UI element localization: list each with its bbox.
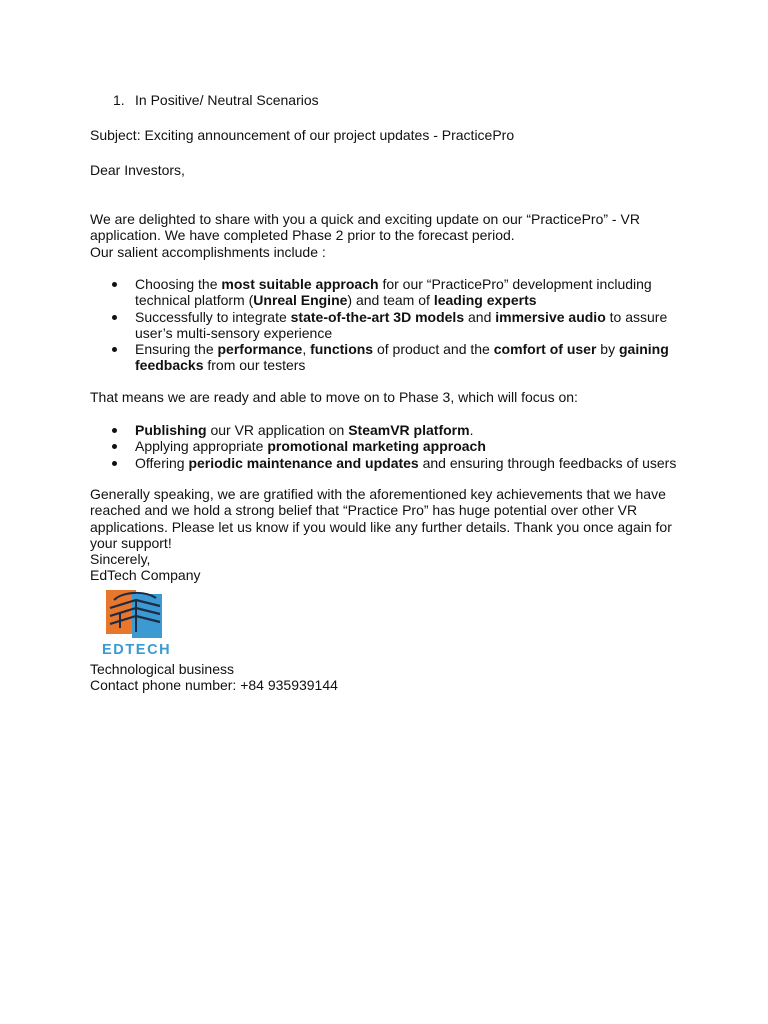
bold-run: gaining xyxy=(619,341,669,358)
text-run: to assure xyxy=(605,308,668,325)
text-run: Successfully to integrate xyxy=(135,308,291,325)
bold-run: Unreal Engine xyxy=(253,292,348,309)
bullet-icon xyxy=(112,347,117,352)
text-run: user’s multi-sensory experience xyxy=(135,324,333,341)
text-run: from our testers xyxy=(203,357,306,374)
phase3-list xyxy=(90,422,690,471)
bullet-icon xyxy=(112,282,117,287)
text-run: and xyxy=(464,308,496,325)
bullet-icon xyxy=(112,461,117,466)
bold-run: immersive audio xyxy=(495,308,606,325)
edtech-logo xyxy=(100,586,172,658)
intro-line: Our salient accomplishments include : xyxy=(90,243,326,260)
heading-number: 1. xyxy=(113,92,125,108)
text-run: . xyxy=(469,422,474,438)
list-item xyxy=(90,276,690,309)
text-run: by xyxy=(596,341,619,358)
sign-off: Sincerely, xyxy=(90,551,151,568)
text-run: our VR application on xyxy=(206,422,349,438)
subject-line: Subject: Exciting announcement of our project updates - PracticePro xyxy=(90,127,515,143)
list-item xyxy=(90,422,690,438)
intro-line: application. We have completed Phase 2 prior to the forecast period. xyxy=(90,227,515,244)
bold-run: feedbacks xyxy=(135,357,204,374)
bullet-icon xyxy=(112,444,117,449)
text-run: Choosing the xyxy=(135,276,222,292)
text-run: of product and the xyxy=(373,341,494,358)
list-item xyxy=(90,309,690,342)
text-run: Ensuring the xyxy=(135,341,218,358)
logo-wordmark: EDTECH xyxy=(102,642,172,658)
list-item xyxy=(90,341,690,374)
phase3-intro: That means we are ready and able to move on to Phase 3, which will focus on: xyxy=(90,389,578,405)
text-run: for our “PracticePro” development including xyxy=(378,276,652,292)
bold-run: Publishing xyxy=(135,422,207,438)
contact-phone: Contact phone number: +84 935939144 xyxy=(90,677,338,694)
bold-run: most suitable approach xyxy=(221,276,379,292)
text-run: and ensuring through feedbacks of users xyxy=(418,454,677,471)
closing-line: applications. Please let us know if you would like any further details. Thank you once again for xyxy=(90,518,672,535)
accomplishments-list xyxy=(90,276,690,374)
bold-run: periodic maintenance and updates xyxy=(188,454,419,471)
bold-run: promotional marketing approach xyxy=(267,438,486,455)
business-line: Technological business xyxy=(90,661,234,677)
greeting: Dear Investors, xyxy=(90,162,185,178)
text-run: ) and team of xyxy=(347,292,434,309)
bold-run: comfort of user xyxy=(493,341,597,358)
closing-paragraph xyxy=(90,486,690,584)
closing-line: your support! xyxy=(90,534,172,551)
intro-line: We are delighted to share with you a quick and exciting update on our “PracticePro” - VR xyxy=(90,211,640,227)
edtech-logo-mark xyxy=(100,586,172,658)
text-run: , xyxy=(302,341,311,358)
text-run: Applying appropriate xyxy=(135,438,268,455)
intro-paragraph xyxy=(90,211,690,260)
list-item xyxy=(90,438,690,454)
company-name: EdTech Company xyxy=(90,567,201,584)
bold-run: state-of-the-art 3D models xyxy=(290,308,465,325)
closing-line: Generally speaking, we are gratified with the aforementioned key achievements that we have xyxy=(90,486,666,502)
bold-run: functions xyxy=(310,341,374,358)
bullet-icon xyxy=(112,428,117,433)
bold-run: performance xyxy=(217,341,303,358)
bold-run: leading experts xyxy=(433,292,537,309)
list-item xyxy=(90,455,690,471)
text-run: Offering xyxy=(135,454,189,471)
bullet-icon xyxy=(112,315,117,320)
section-heading xyxy=(113,92,319,108)
heading-text: In Positive/ Neutral Scenarios xyxy=(135,92,319,108)
closing-line: reached and we hold a strong belief that “Practice Pro” has huge potential over other VR xyxy=(90,502,638,519)
footer-block xyxy=(90,661,690,694)
bold-run: SteamVR platform xyxy=(348,422,470,438)
text-run: technical platform ( xyxy=(135,292,254,309)
